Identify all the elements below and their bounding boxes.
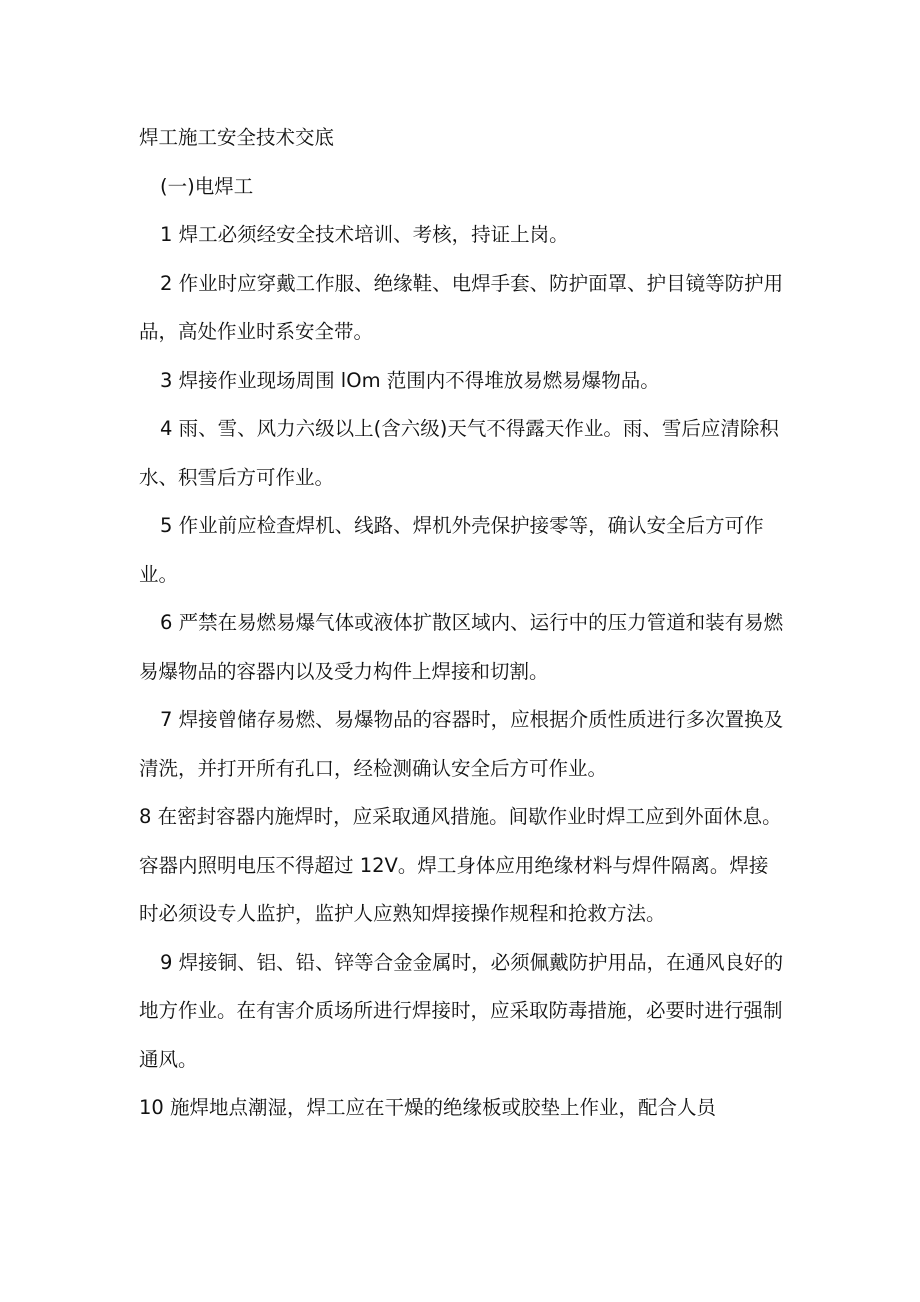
item-2: 2 作业时应穿戴工作服、绝缘鞋、电焊手套、防护面罩、护目镜等防护用品，高处作业时系安全带。 [139, 271, 784, 343]
document-page [139, 114, 784, 1133]
section-heading: (一)电焊工 [160, 174, 254, 198]
item-4: 4 雨、雪、风力六级以上(含六级)天气不得露天作业。雨、雪后应清除积水、积雪后方可作业。 [139, 417, 779, 489]
item-10: 10 施焊地点潮湿，焊工应在干燥的绝缘板或胶垫上作业，配合人员 [139, 1096, 717, 1119]
item-3: 3 焊接作业现场周围 lOm 范围内不得堆放易燃易爆物品。 [160, 368, 660, 392]
item-9: 9 焊接铜、铝、铅、锌等合金金属时，必须佩戴防护用品，在通风良好的地方作业。在有害介质场所进行焊接时，应采取防毒措施，必要时进行强制通风。 [139, 950, 784, 1071]
item-8: 8 在密封容器内施焊时，应采取通风措施。间歇作业时焊工应到外面休息。容器内照明电压不得超过 12V。焊工身体应用绝缘材料与焊件隔离。焊接时必须设专人监护，监护人应熟知焊接操作规程和抢救方法。 [139, 805, 782, 925]
document-title: 焊工施工安全技术交底 [139, 126, 335, 149]
item-1: 1 焊工必须经安全技术培训、考核，持证上岗。 [160, 223, 569, 246]
item-6: 6 严禁在易燃易爆气体或液体扩散区域内、运行中的压力管道和装有易燃易爆物品的容器内以及受力构件上焊接和切割。 [139, 611, 784, 683]
item-7: 7 焊接曾储存易燃、易爆物品的容器时，应根据介质性质进行多次置换及清洗，并打开所有孔口，经检测确认安全后方可作业。 [139, 708, 784, 780]
item-5: 5 作业前应检查焊机、线路、焊机外壳保护接零等，确认安全后方可作业。 [139, 514, 764, 586]
